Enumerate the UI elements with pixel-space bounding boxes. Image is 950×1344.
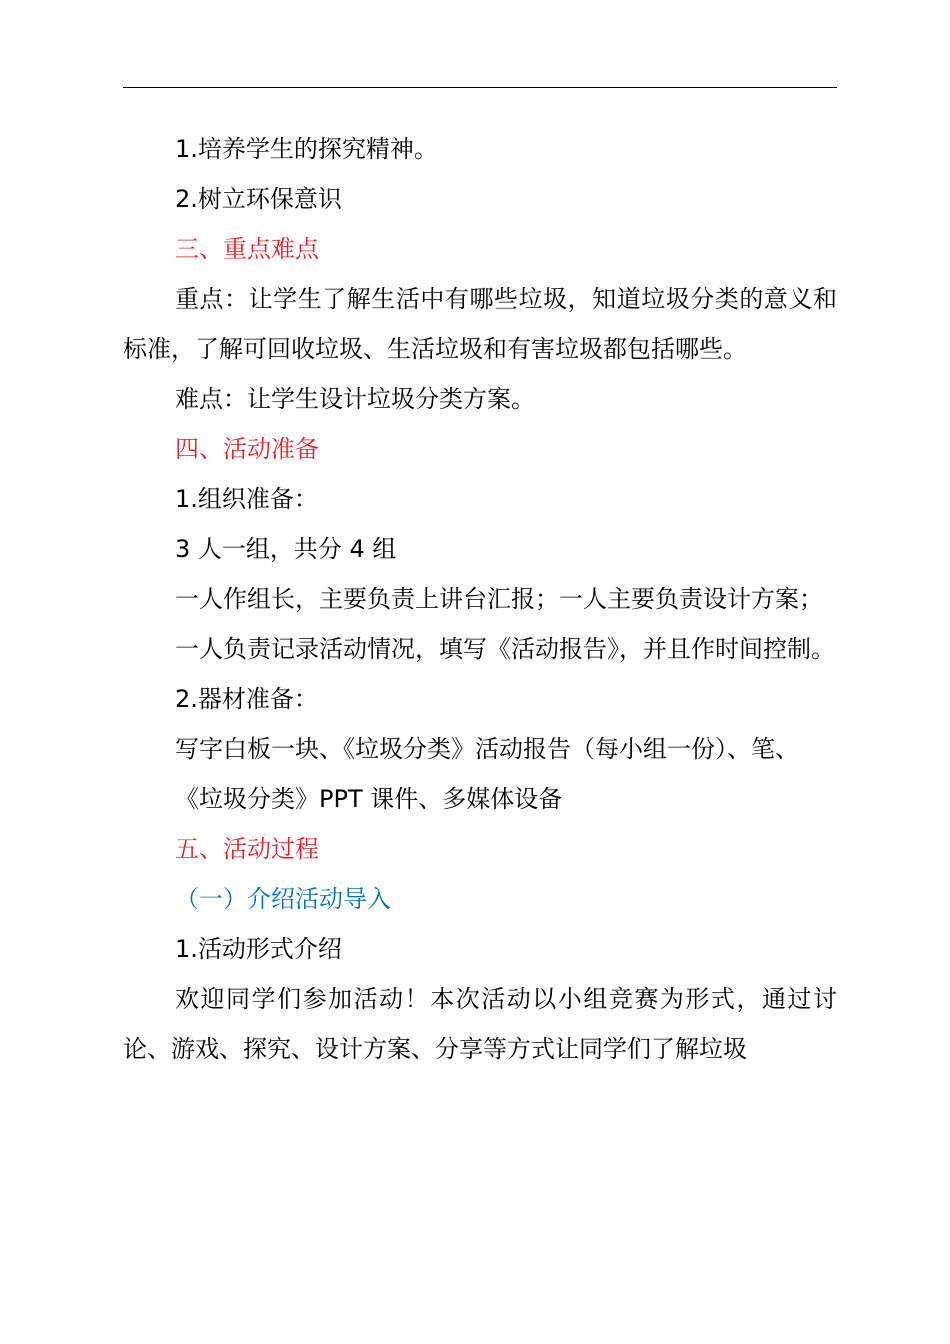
- key-point-paragraph: 重点：让学生了解生活中有哪些垃圾，知道垃圾分类的意义和标准，了解可回收垃圾、生活垃圾和有害垃圾都包括哪些。: [123, 285, 837, 363]
- prep-equipment-2: 《垃圾分类》PPT 课件、多媒体设备: [175, 785, 563, 813]
- activity-form-title: 1.活动形式介绍: [175, 935, 342, 963]
- document-body: [123, 124, 837, 1074]
- header-rule: [123, 87, 837, 88]
- goal-2: 2.树立环保意识: [175, 185, 342, 213]
- prep-groups: 3 人一组，共分 4 组: [175, 535, 397, 563]
- prep-roles-1: 一人作组长，主要负责上讲台汇报；一人主要负责设计方案；: [175, 585, 823, 613]
- prep-organization-title: 1.组织准备：: [175, 485, 318, 513]
- prep-equipment-1: 写字白板一块、《垃圾分类》活动报告（每小组一份）、笔、: [175, 735, 799, 763]
- section-heading-key-points: 三、重点难点: [175, 235, 319, 263]
- activity-intro-paragraph: 欢迎同学们参加活动！本次活动以小组竞赛为形式，通过讨论、游戏、探究、设计方案、分享等方式让同学们了解垃圾: [123, 985, 837, 1063]
- prep-roles-2: 一人负责记录活动情况，填写《活动报告》，并且作时间控制。: [175, 635, 835, 663]
- prep-equipment-title: 2.器材准备：: [175, 685, 318, 713]
- goal-1: 1.培养学生的探究精神。: [175, 135, 438, 163]
- section-heading-process: 五、活动过程: [175, 835, 319, 863]
- section-heading-preparation: 四、活动准备: [175, 435, 319, 463]
- subsection-heading-intro: （一）介绍活动导入: [175, 885, 391, 913]
- difficulty-paragraph: 难点：让学生设计垃圾分类方案。: [175, 385, 535, 413]
